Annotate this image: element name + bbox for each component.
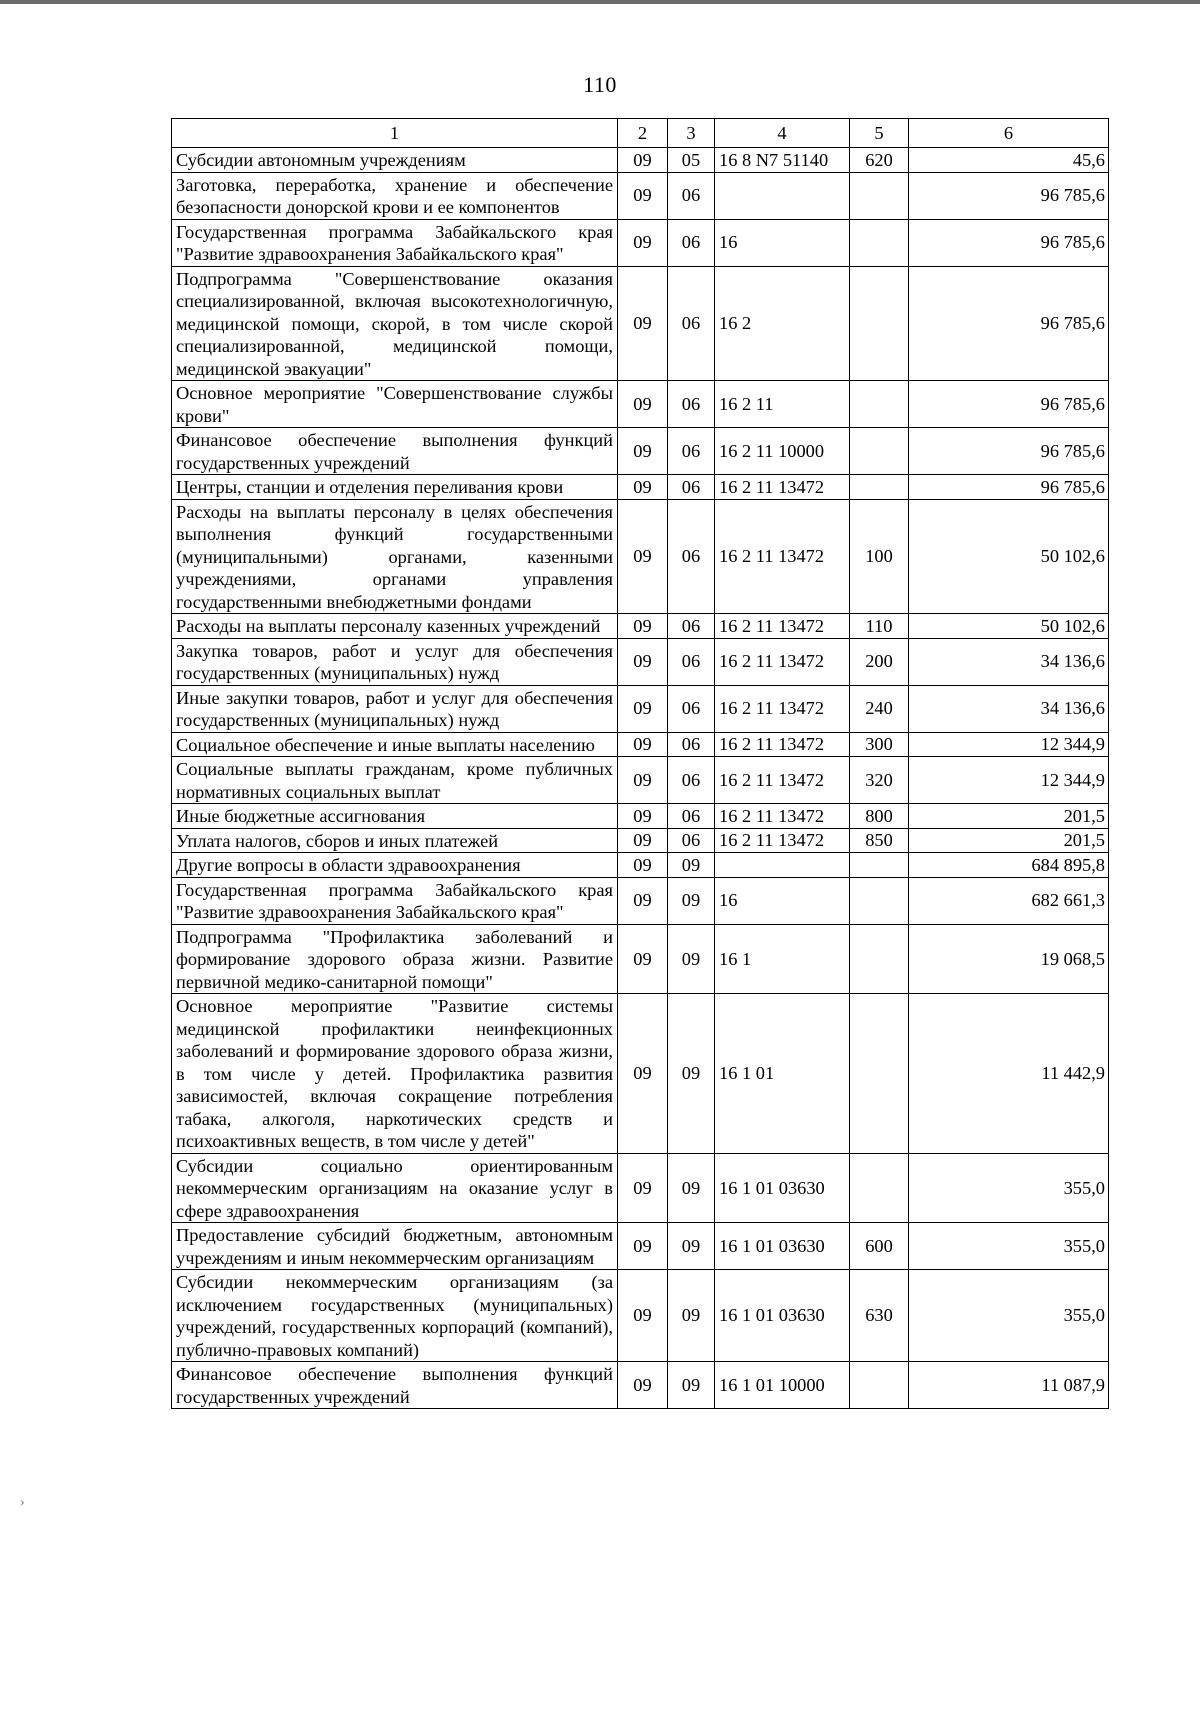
- cell-name: Расходы на выплаты персоналу в целях обеспечения выполнения функций государственными (муниципальными) органами, казенными учреждениями, органами управления государственными внебюджетными фондами: [172, 499, 618, 614]
- table-row: [172, 428, 1109, 475]
- cell-name: Социальные выплаты гражданам, кроме публичных нормативных социальных выплат: [172, 757, 618, 804]
- header-col-5: 5: [850, 119, 909, 148]
- cell-target-article: 16 2 11 13472: [715, 828, 850, 853]
- table-row: [172, 499, 1109, 614]
- cell-section: 09: [618, 428, 668, 475]
- cell-amount: 201,5: [909, 828, 1109, 853]
- cell-amount: 355,0: [909, 1153, 1109, 1223]
- cell-name: Подпрограмма "Профилактика заболеваний и формирование здорового образа жизни. Развитие первичной медико-санитарной помощи": [172, 924, 618, 994]
- cell-expense-type: [850, 924, 909, 994]
- cell-target-article: 16 2 11 10000: [715, 428, 850, 475]
- cell-section: 09: [618, 994, 668, 1154]
- table-row: [172, 172, 1109, 219]
- cell-amount: 11 442,9: [909, 994, 1109, 1154]
- cell-expense-type: [850, 381, 909, 428]
- cell-target-article: 16 2 11 13472: [715, 685, 850, 732]
- cell-name: Субсидии социально ориентированным некоммерческим организациям на оказание услуг в сфере здравоохранения: [172, 1153, 618, 1223]
- cell-subsection: 06: [668, 499, 715, 614]
- cell-amount: 96 785,6: [909, 266, 1109, 381]
- cell-section: 09: [618, 219, 668, 266]
- cell-expense-type: 620: [850, 148, 909, 173]
- cell-name: Финансовое обеспечение выполнения функций государственных учреждений: [172, 428, 618, 475]
- page-number: 110: [583, 72, 617, 97]
- table-row: [172, 924, 1109, 994]
- cell-amount: 355,0: [909, 1270, 1109, 1362]
- cell-name: Субсидии автономным учреждениям: [172, 148, 618, 173]
- cell-subsection: 06: [668, 638, 715, 685]
- cell-section: 09: [618, 172, 668, 219]
- cell-subsection: 06: [668, 266, 715, 381]
- cell-section: 09: [618, 685, 668, 732]
- cell-subsection: 06: [668, 804, 715, 829]
- cell-section: 09: [618, 381, 668, 428]
- cell-subsection: 06: [668, 381, 715, 428]
- cell-section: 09: [618, 148, 668, 173]
- cell-target-article: 16 2 11 13472: [715, 499, 850, 614]
- cell-expense-type: [850, 877, 909, 924]
- table-row: [172, 1153, 1109, 1223]
- cell-target-article: 16: [715, 219, 850, 266]
- cell-subsection: 09: [668, 924, 715, 994]
- cell-subsection: 09: [668, 1223, 715, 1270]
- table-row: [172, 732, 1109, 757]
- cell-target-article: 16 1 01 10000: [715, 1362, 850, 1409]
- table-row: [172, 266, 1109, 381]
- table-row: [172, 219, 1109, 266]
- cell-expense-type: [850, 994, 909, 1154]
- cell-name: Расходы на выплаты персоналу казенных учреждений: [172, 614, 618, 639]
- cell-target-article: [715, 172, 850, 219]
- cell-name: Закупка товаров, работ и услуг для обеспечения государственных (муниципальных) нужд: [172, 638, 618, 685]
- cell-subsection: 06: [668, 172, 715, 219]
- cell-section: 09: [618, 853, 668, 878]
- cell-target-article: 16 1 01 03630: [715, 1223, 850, 1270]
- cell-expense-type: 800: [850, 804, 909, 829]
- cell-subsection: 09: [668, 877, 715, 924]
- header-col-1: 1: [172, 119, 618, 148]
- cell-expense-type: [850, 1362, 909, 1409]
- cell-amount: 45,6: [909, 148, 1109, 173]
- cell-name: Другие вопросы в области здравоохранения: [172, 853, 618, 878]
- cell-expense-type: 200: [850, 638, 909, 685]
- table-row: [172, 853, 1109, 878]
- cell-name: Подпрограмма "Совершенствование оказания специализированной, включая высокотехнологичную, медицинской помощи, скорой, в том числе скорой специализированной, медицинской помощи, медицинской эвакуации": [172, 266, 618, 381]
- cell-amount: 34 136,6: [909, 638, 1109, 685]
- cell-expense-type: 320: [850, 757, 909, 804]
- header-col-6: 6: [909, 119, 1109, 148]
- cell-section: 09: [618, 804, 668, 829]
- cell-target-article: 16 1: [715, 924, 850, 994]
- cell-section: 09: [618, 475, 668, 500]
- cell-section: 09: [618, 924, 668, 994]
- table-row: [172, 1362, 1109, 1409]
- cell-section: 09: [618, 732, 668, 757]
- cell-name: Государственная программа Забайкальского края "Развитие здравоохранения Забайкальского края": [172, 219, 618, 266]
- header-col-3: 3: [668, 119, 715, 148]
- cell-amount: 201,5: [909, 804, 1109, 829]
- cell-target-article: 16 1 01: [715, 994, 850, 1154]
- cell-expense-type: 300: [850, 732, 909, 757]
- cell-expense-type: [850, 475, 909, 500]
- table-row: [172, 1270, 1109, 1362]
- cell-subsection: 09: [668, 1362, 715, 1409]
- header-col-4: 4: [715, 119, 850, 148]
- cell-amount: 34 136,6: [909, 685, 1109, 732]
- cell-target-article: 16: [715, 877, 850, 924]
- cell-target-article: 16 2 11 13472: [715, 614, 850, 639]
- cell-amount: 11 087,9: [909, 1362, 1109, 1409]
- cell-name: Государственная программа Забайкальского края "Развитие здравоохранения Забайкальского края": [172, 877, 618, 924]
- table-header-row: [172, 119, 1109, 148]
- cell-section: 09: [618, 828, 668, 853]
- cell-section: 09: [618, 1153, 668, 1223]
- cell-subsection: 06: [668, 428, 715, 475]
- table-row: [172, 994, 1109, 1154]
- cell-expense-type: 600: [850, 1223, 909, 1270]
- table-row: [172, 757, 1109, 804]
- cell-expense-type: [850, 428, 909, 475]
- cell-target-article: [715, 853, 850, 878]
- cell-section: 09: [618, 266, 668, 381]
- cell-amount: 96 785,6: [909, 428, 1109, 475]
- table-row: [172, 475, 1109, 500]
- cell-subsection: 05: [668, 148, 715, 173]
- cell-subsection: 06: [668, 732, 715, 757]
- table-row: [172, 1223, 1109, 1270]
- cell-name: Центры, станции и отделения переливания крови: [172, 475, 618, 500]
- cell-expense-type: [850, 219, 909, 266]
- cell-expense-type: [850, 1153, 909, 1223]
- cell-expense-type: [850, 266, 909, 381]
- cell-section: 09: [618, 638, 668, 685]
- cell-section: 09: [618, 757, 668, 804]
- cell-subsection: 06: [668, 828, 715, 853]
- cell-expense-type: [850, 853, 909, 878]
- cell-section: 09: [618, 614, 668, 639]
- cell-amount: 96 785,6: [909, 172, 1109, 219]
- cell-target-article: 16 2 11 13472: [715, 732, 850, 757]
- cell-section: 09: [618, 877, 668, 924]
- cell-amount: 50 102,6: [909, 614, 1109, 639]
- cell-section: 09: [618, 1362, 668, 1409]
- table-row: [172, 148, 1109, 173]
- cell-subsection: 06: [668, 614, 715, 639]
- cell-amount: 355,0: [909, 1223, 1109, 1270]
- cell-name: Основное мероприятие "Совершенствование службы крови": [172, 381, 618, 428]
- cell-target-article: 16 1 01 03630: [715, 1153, 850, 1223]
- cell-section: 09: [618, 1270, 668, 1362]
- cell-subsection: 09: [668, 853, 715, 878]
- table-row: [172, 877, 1109, 924]
- cell-expense-type: 240: [850, 685, 909, 732]
- table-body: [172, 119, 1109, 1409]
- cell-amount: 96 785,6: [909, 219, 1109, 266]
- table-row: [172, 828, 1109, 853]
- scan-edge-line: [0, 0, 1200, 4]
- cell-expense-type: 850: [850, 828, 909, 853]
- cell-name: Финансовое обеспечение выполнения функций государственных учреждений: [172, 1362, 618, 1409]
- cell-name: Иные закупки товаров, работ и услуг для обеспечения государственных (муниципальных) нужд: [172, 685, 618, 732]
- cell-name: Уплата налогов, сборов и иных платежей: [172, 828, 618, 853]
- cell-amount: 12 344,9: [909, 757, 1109, 804]
- budget-table: [171, 118, 1109, 1409]
- cell-amount: 684 895,8: [909, 853, 1109, 878]
- cell-name: Социальное обеспечение и иные выплаты населению: [172, 732, 618, 757]
- header-col-2: 2: [618, 119, 668, 148]
- cell-subsection: 06: [668, 757, 715, 804]
- cell-amount: 96 785,6: [909, 381, 1109, 428]
- table-row: [172, 804, 1109, 829]
- cell-section: 09: [618, 499, 668, 614]
- cell-amount: 12 344,9: [909, 732, 1109, 757]
- cell-subsection: 06: [668, 475, 715, 500]
- cell-target-article: 16 2 11 13472: [715, 475, 850, 500]
- cell-target-article: 16 2: [715, 266, 850, 381]
- cell-name: Основное мероприятие "Развитие системы медицинской профилактики неинфекционных заболеваний и формирование здорового образа жизни, в том числе у детей. Профилактика развития зависимостей, включая сокращение потребления табака, алкоголя, наркотических средств и психоактивных веществ, в том числе у детей": [172, 994, 618, 1154]
- cell-expense-type: 100: [850, 499, 909, 614]
- cell-amount: 96 785,6: [909, 475, 1109, 500]
- table-row: [172, 685, 1109, 732]
- table-row: [172, 638, 1109, 685]
- cell-name: Предоставление субсидий бюджетным, автономным учреждениям и иным некоммерческим организациям: [172, 1223, 618, 1270]
- cell-target-article: 16 2 11 13472: [715, 757, 850, 804]
- cell-subsection: 09: [668, 994, 715, 1154]
- cell-expense-type: 630: [850, 1270, 909, 1362]
- cell-target-article: 16 2 11 13472: [715, 804, 850, 829]
- cell-target-article: 16 2 11 13472: [715, 638, 850, 685]
- cell-expense-type: 110: [850, 614, 909, 639]
- cell-amount: 50 102,6: [909, 499, 1109, 614]
- cell-amount: 19 068,5: [909, 924, 1109, 994]
- cell-subsection: 09: [668, 1270, 715, 1362]
- cell-target-article: 16 1 01 03630: [715, 1270, 850, 1362]
- cell-name: Заготовка, переработка, хранение и обеспечение безопасности донорской крови и ее компонентов: [172, 172, 618, 219]
- cell-name: Иные бюджетные ассигнования: [172, 804, 618, 829]
- cell-subsection: 06: [668, 219, 715, 266]
- table-row: [172, 381, 1109, 428]
- table-row: [172, 614, 1109, 639]
- scan-artifact: ›: [20, 1495, 25, 1510]
- cell-name: Субсидии некоммерческим организациям (за исключением государственных (муниципальных) учреждений, государственных корпораций (компаний), публично-правовых компаний): [172, 1270, 618, 1362]
- cell-target-article: 16 2 11: [715, 381, 850, 428]
- cell-section: 09: [618, 1223, 668, 1270]
- cell-subsection: 06: [668, 685, 715, 732]
- cell-target-article: 16 8 N7 51140: [715, 148, 850, 173]
- cell-subsection: 09: [668, 1153, 715, 1223]
- cell-amount: 682 661,3: [909, 877, 1109, 924]
- cell-expense-type: [850, 172, 909, 219]
